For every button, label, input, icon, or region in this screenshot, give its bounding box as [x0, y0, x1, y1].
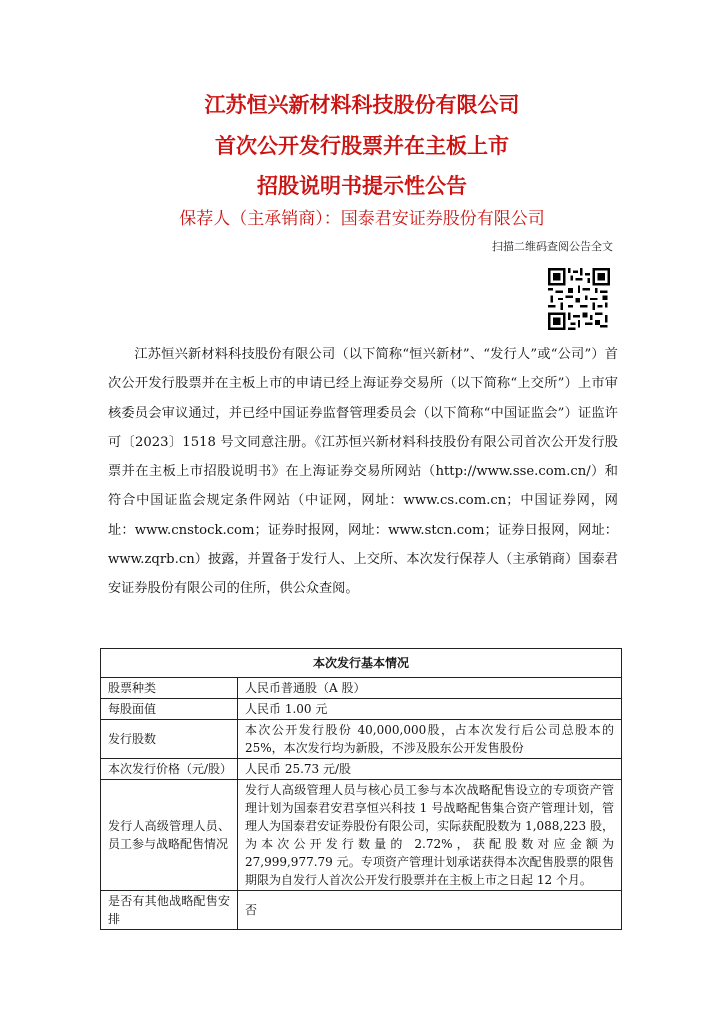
row-value-issue-price: 人民币 25.73 元/股	[238, 759, 622, 780]
row-label-stock-type: 股票种类	[101, 678, 238, 699]
table-row	[101, 759, 622, 780]
title-line-1: 江苏恒兴新材料科技股份有限公司	[204, 93, 520, 117]
row-value-strategic-placement: 发行人高级管理人员与核心员工参与本次战略配售设立的专项资产管理计划为国泰君安君享恒兴科技 1 号战略配售集合资产管理计划，管理人为国泰君安证券股份有限公司，实际获配股数为 1,088,223 股，为本次公开发行数量的 2.72%，获配股数对应金额为 27,999,977.79 元。专项资产管理计划承诺获得本次配售股票的限售期限为自发行人首次公开发行股票并在主板上市之日起 12 个月。	[238, 780, 622, 891]
row-label-par-value: 每股面值	[101, 699, 238, 720]
row-label-shares-issued: 发行股数	[101, 720, 238, 759]
table-row	[101, 678, 622, 699]
row-label-other-placement: 是否有其他战略配售安排	[101, 891, 238, 930]
table-row	[101, 780, 622, 891]
qr-code-icon[interactable]	[548, 268, 610, 330]
offering-info-table	[100, 648, 622, 930]
sponsor-line: 保荐人（主承销商）：国泰君安证券股份有限公司	[179, 209, 545, 229]
row-value-par-value: 人民币 1.00 元	[238, 699, 622, 720]
row-value-other-placement: 否	[238, 891, 622, 930]
row-value-stock-type: 人民币普通股（A 股）	[238, 678, 622, 699]
scan-note: 扫描二维码查阅公告全文	[492, 240, 613, 253]
table-row	[101, 891, 622, 930]
intro-paragraph: 江苏恒兴新材料科技股份有限公司（以下简称“恒兴新材”、“发行人”或“公司”）首次公开发行股票并在主板上市的申请已经上海证券交易所（以下简称“上交所”）上市审核委员会审议通过，并已经中国证券监督管理委员会（以下简称“中国证监会”）证监许可〔2023〕1518 号文同意注册。《江苏恒兴新材料科技股份有限公司首次公开发行股票并在主板上市招股说明书》在上海证券交易所网站（http://www.sse.com.cn/）和符合中国证监会规定条件网站（中证网，网址：www.cs.com.cn；中国证券网，网址：www.cnstock.com；证券时报网，网址：www.stcn.com；证券日报网，网址：www.zqrb.cn）披露，并置备于发行人、上交所、本次发行保荐人（主承销商）国泰君安证券股份有限公司的住所，供公众查阅。	[108, 347, 618, 597]
table-header-row	[101, 649, 622, 678]
table-row	[101, 720, 622, 759]
title-line-3: 招股说明书提示性公告	[257, 174, 467, 198]
row-label-strategic-placement: 发行人高级管理人员、员工参与战略配售情况	[101, 780, 238, 891]
table-row	[101, 699, 622, 720]
title-line-2: 首次公开发行股票并在主板上市	[215, 134, 509, 158]
table-header: 本次发行基本情况	[101, 649, 622, 678]
row-value-shares-issued: 本次公开发行股份 40,000,000股，占本次发行后公司总股本的 25%，本次发行均为新股，不涉及股东公开发售股份	[238, 720, 622, 759]
row-label-issue-price: 本次发行价格（元/股）	[101, 759, 238, 780]
